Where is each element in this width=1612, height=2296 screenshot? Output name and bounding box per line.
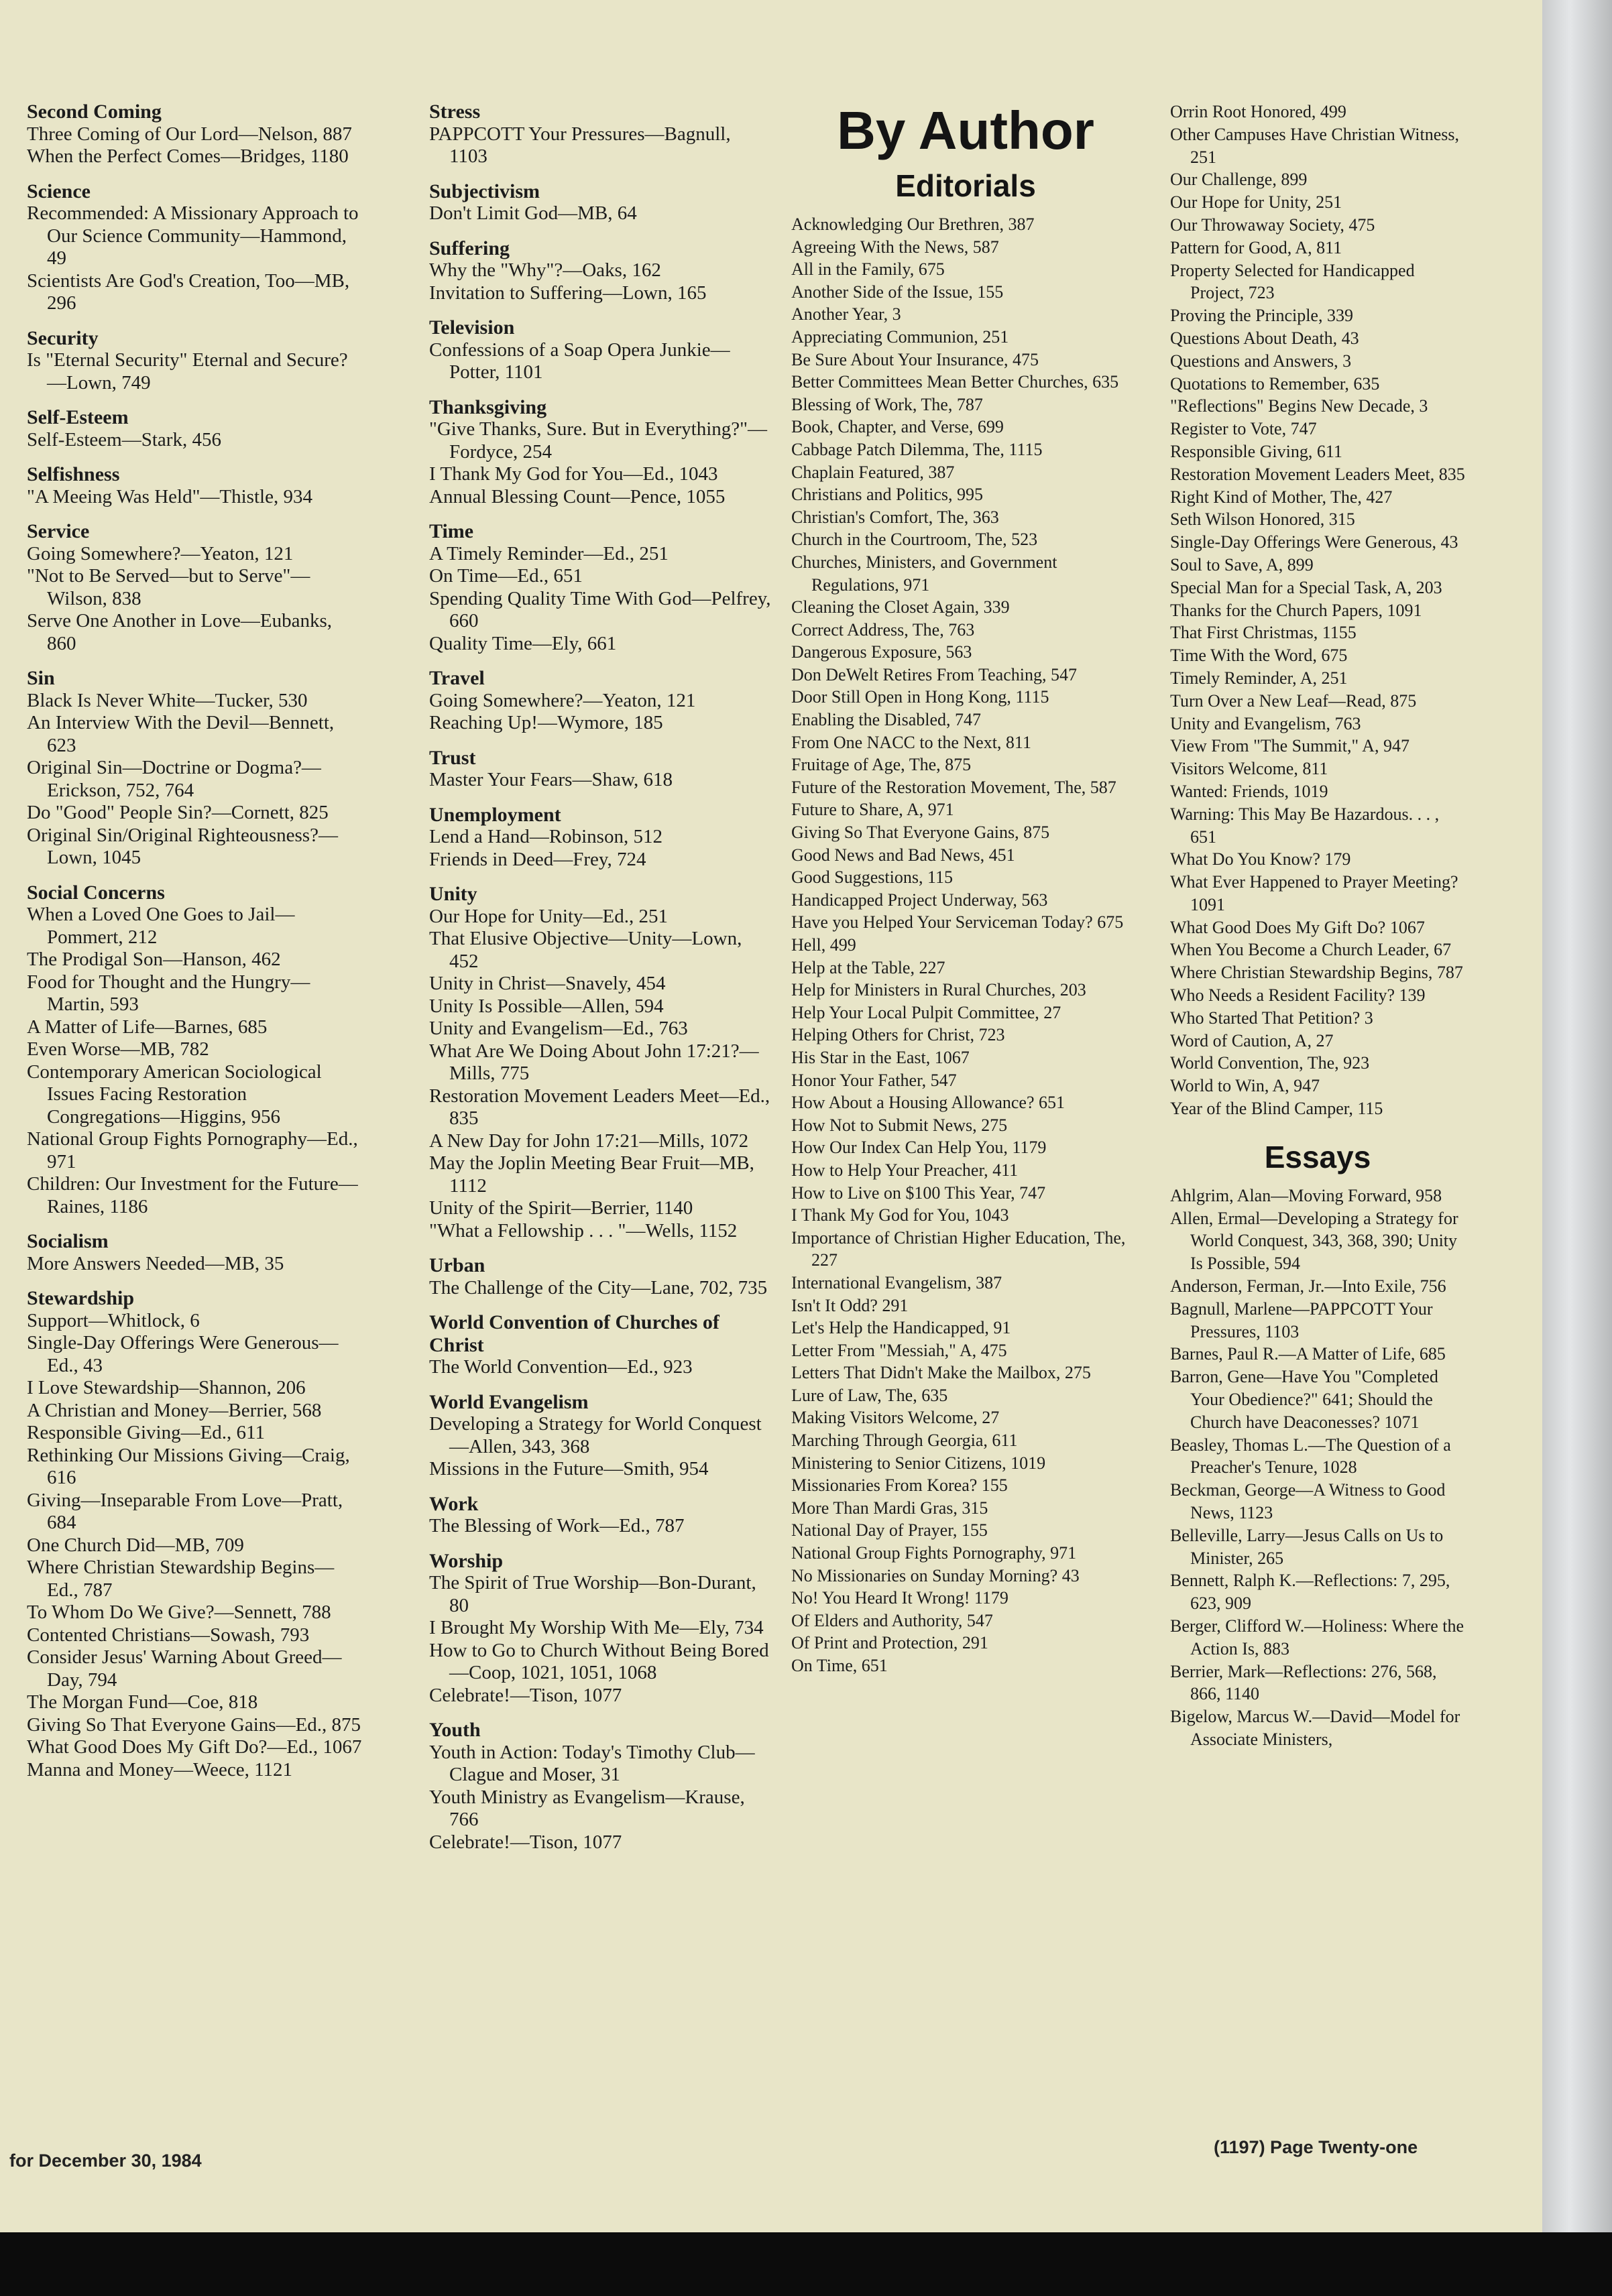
index-entry: Quotations to Remember, 635 [1170,373,1380,394]
index-entry: A New Day for John 17:21—Mills, 1072 [429,1130,749,1152]
scan-background [0,2232,1612,2296]
index-entry: When a Loved One Goes to Jail—Pommert, 212 [27,904,295,948]
index-entry: Single-Day Offerings Were Generous—Ed., 43 [27,1332,339,1376]
subject-heading: Suffering [429,237,510,259]
editorials-list-1 [791,213,1140,1677]
index-entry: Who Started That Petition? 3 [1170,1008,1373,1028]
index-entry: How to Help Your Preacher, 411 [791,1160,1019,1180]
index-entry: A Timely Reminder—Ed., 251 [429,542,669,564]
index-entry: The Blessing of Work—Ed., 787 [429,1515,685,1536]
index-entry: I Love Stewardship—Shannon, 206 [27,1377,306,1398]
index-entry: Right Kind of Mother, The, 427 [1170,487,1393,507]
index-entry: Of Print and Protection, 291 [791,1633,988,1653]
index-entry: National Group Fights Pornography—Ed., 971 [27,1128,358,1172]
index-entry: Quality Time—Ely, 661 [429,632,617,654]
index-entry: Contemporary American Sociological Issues Facing Restoration Congregations—Higgins, 956 [27,1061,322,1128]
index-entry: How to Go to Church Without Being Bored—Coop, 1021, 1051, 1068 [429,1639,769,1683]
index-entry: Self-Esteem—Stark, 456 [27,428,221,450]
index-entry: Giving So That Everyone Gains, 875 [791,823,1050,843]
index-entry: Recommended: A Missionary Approach to Our Science Community—Hammond, 49 [27,202,359,269]
index-entry: Orrin Root Honored, 499 [1170,102,1346,121]
index-entry: National Day of Prayer, 155 [791,1520,988,1540]
index-entry: Honor Your Father, 547 [791,1070,957,1090]
index-entry: Berger, Clifford W.—Holiness: Where the Action Is, 883 [1170,1616,1464,1658]
index-entry: Blessing of Work, The, 787 [791,394,983,414]
index-entry: Anderson, Ferman, Jr.—Into Exile, 756 [1170,1276,1446,1296]
index-entry: What Good Does My Gift Do?—Ed., 1067 [27,1736,362,1758]
index-entry: When the Perfect Comes—Bridges, 1180 [27,145,349,167]
index-entry: Visitors Welcome, 811 [1170,759,1328,779]
index-entry: PAPPCOTT Your Pressures—Bagnull, 1103 [429,123,731,167]
index-entry: Developing a Strategy for World Conquest—Allen, 343, 368 [429,1413,762,1457]
index-entry: Help for Ministers in Rural Churches, 203 [791,980,1086,1000]
index-entry: Berrier, Mark—Reflections: 276, 568, 866, 1140 [1170,1661,1437,1704]
index-entry: Marching Through Georgia, 611 [791,1431,1018,1451]
index-entry: Churches, Ministers, and Government Regulations, 971 [791,552,1057,595]
index-entry: Three Coming of Our Lord—Nelson, 887 [27,123,352,145]
index-entry: Our Hope for Unity—Ed., 251 [429,905,669,927]
index-entry: What Good Does My Gift Do? 1067 [1170,917,1425,937]
index-entry: I Brought My Worship With Me—Ely, 734 [429,1617,764,1638]
index-entry: Christians and Politics, 995 [791,485,983,505]
subject-heading: Unemployment [429,803,561,826]
index-entry: Barnes, Paul R.—A Matter of Life, 685 [1170,1344,1446,1364]
index-entry: Seth Wilson Honored, 315 [1170,509,1355,530]
index-entry: Cleaning the Closet Again, 339 [791,597,1010,617]
index-entry: Bigelow, Marcus W.—David—Model for Associate Ministers, [1170,1707,1460,1749]
index-entry: Responsible Giving, 611 [1170,441,1342,461]
index-entry: Turn Over a New Leaf—Read, 875 [1170,690,1417,711]
subject-heading: Social Concerns [27,881,165,904]
index-entry: Rethinking Our Missions Giving—Craig, 616 [27,1444,350,1488]
index-entry: Invitation to Suffering—Lown, 165 [429,282,707,304]
index-entry: Lure of Law, The, 635 [791,1385,948,1405]
index-entry: World Convention, The, 923 [1170,1053,1370,1073]
editorials-list-2 [1170,101,1465,1120]
index-entry: Agreeing With the News, 587 [791,237,999,257]
subject-heading: Thanksgiving [429,396,547,418]
index-entry: Time With the Word, 675 [1170,646,1348,666]
subject-heading: Stress [429,101,481,123]
index-entry: Fruitage of Age, The, 875 [791,755,972,775]
index-entry: Youth in Action: Today's Timothy Club—Clague and Moser, 31 [429,1741,755,1785]
index-entry: Consider Jesus' Warning About Greed—Day, 794 [27,1646,342,1691]
index-entry: Beckman, George—A Witness to Good News, 1123 [1170,1480,1446,1523]
index-entry: How About a Housing Allowance? 651 [791,1093,1066,1113]
index-entry: Door Still Open in Hong Kong, 1115 [791,687,1049,707]
index-entry: Property Selected for Handicapped Project, 723 [1170,260,1415,303]
index-entry: Be Sure About Your Insurance, 475 [791,349,1039,369]
subject-heading: Science [27,180,91,202]
subject-heading: Unity [429,883,477,905]
index-entry: Unity and Evangelism—Ed., 763 [429,1018,688,1039]
index-entry: A Christian and Money—Berrier, 568 [27,1399,322,1421]
index-entry: On Time, 651 [791,1656,888,1675]
index-entry: The Morgan Fund—Coe, 818 [27,1691,258,1713]
subject-heading: Sin [27,667,55,689]
index-entry: Spending Quality Time With God—Pelfrey, 660 [429,587,771,631]
index-entry: Manna and Money—Weece, 1121 [27,1758,293,1780]
index-entry: Is "Eternal Security" Eternal and Secure?—Lown, 749 [27,349,348,394]
index-entry: One Church Did—MB, 709 [27,1534,244,1556]
index-entry: Questions and Answers, 3 [1170,351,1352,371]
index-entry: To Whom Do We Give?—Sennett, 788 [27,1602,331,1623]
index-entry: Hell, 499 [791,935,856,955]
index-entry: Help Your Local Pulpit Committee, 27 [791,1002,1061,1022]
index-entry: Enabling the Disabled, 747 [791,710,982,730]
index-entry: Do "Good" People Sin?—Cornett, 825 [27,802,329,823]
index-entry: An Interview With the Devil—Bennett, 623 [27,712,335,756]
index-entry: Year of the Blind Camper, 115 [1170,1099,1383,1119]
index-entry: Responsible Giving—Ed., 611 [27,1422,265,1443]
index-entry: Warning: This May Be Hazardous. . . , 651 [1170,804,1440,847]
author-column-1 [791,101,1140,1677]
subject-heading: Subjectivism [429,180,540,202]
index-entry: Original Sin/Original Righteousness?—Lown, 1045 [27,824,338,868]
index-entry: Cabbage Patch Dilemma, The, 1115 [791,439,1043,459]
index-entry: Isn't It Odd? 291 [791,1295,909,1315]
index-entry: Missions in the Future—Smith, 954 [429,1458,709,1479]
index-entry: Let's Help the Handicapped, 91 [791,1318,1011,1338]
index-entry: Register to Vote, 747 [1170,419,1317,439]
subject-heading: Selfishness [27,463,120,485]
index-entry: Original Sin—Doctrine or Dogma?—Erickson, 752, 764 [27,757,321,801]
index-entry: How Our Index Can Help You, 1179 [791,1138,1047,1158]
index-entry: May the Joplin Meeting Bear Fruit—MB, 1112 [429,1152,754,1197]
subject-heading: Second Coming [27,101,162,123]
subject-heading: Travel [429,667,485,689]
index-entry: Restoration Movement Leaders Meet, 835 [1170,464,1465,484]
index-entry: Food for Thought and the Hungry—Martin, 593 [27,971,310,1015]
subject-heading: Self-Esteem [27,406,129,428]
index-entry: Christian's Comfort, The, 363 [791,507,999,527]
index-entry: His Star in the East, 1067 [791,1047,970,1067]
index-entry: Support—Whitlock, 6 [27,1309,200,1331]
subject-heading: World Convention of Churches of Christ [429,1311,719,1356]
footer-date: for December 30, 1984 [9,2151,202,2171]
index-entry: What Are We Doing About John 17:21?—Mills, 775 [429,1040,759,1084]
index-entry: Celebrate!—Tison, 1077 [429,1831,622,1853]
index-entry: That First Christmas, 1155 [1170,623,1357,643]
index-entry: Have you Helped Your Serviceman Today? 675 [791,912,1124,932]
index-entry: "What a Fellowship . . . "—Wells, 1152 [429,1219,738,1242]
subject-column-2 [429,101,771,1854]
index-entry: Barron, Gene—Have You "Completed Your Obedience?" 641; Should the Church have Deaconesses? 1071 [1170,1367,1438,1432]
index-entry: Dangerous Exposure, 563 [791,642,972,662]
subject-heading: Television [429,316,515,339]
index-entry: The Challenge of the City—Lane, 702, 735 [429,1276,768,1298]
index-entry: The Spirit of True Worship—Bon-Durant, 80 [429,1572,756,1616]
index-entry: Helping Others for Christ, 723 [791,1025,1005,1045]
subject-heading: Youth [429,1719,481,1741]
subject-column-1 [27,101,362,1781]
index-entry: All in the Family, 675 [791,259,945,280]
index-entry: Don't Limit God—MB, 64 [429,202,637,224]
index-entry: The Prodigal Son—Hanson, 462 [27,949,281,970]
by-author-heading: By Author [837,101,1094,160]
index-entry: Scientists Are God's Creation, Too—MB, 296 [27,269,350,314]
index-entry: Letter From "Messiah," A, 475 [791,1340,1007,1360]
index-entry: Future to Share, A, 971 [791,800,954,820]
index-entry: What Ever Happened to Prayer Meeting? 1091 [1170,872,1458,914]
index-entry: Giving So That Everyone Gains—Ed., 875 [27,1713,361,1736]
index-entry: Going Somewhere?—Yeaton, 121 [27,542,294,564]
index-entry: World to Win, A, 947 [1170,1076,1320,1096]
index-entry: Our Challenge, 899 [1170,170,1308,190]
index-entry: Confessions of a Soap Opera Junkie—Potter, 1101 [429,339,730,383]
index-entry: Future of the Restoration Movement, The, 587 [791,777,1116,797]
index-entry: Ahlgrim, Alan—Moving Forward, 958 [1170,1185,1442,1205]
subject-heading: Time [429,520,474,542]
index-entry: Missionaries From Korea? 155 [791,1475,1008,1496]
index-entry: Other Campuses Have Christian Witness, 251 [1170,124,1460,167]
index-entry: "A Meeing Was Held"—Thistle, 934 [27,485,312,507]
index-entry: Letters That Didn't Make the Mailbox, 275 [791,1363,1091,1383]
index-entry: Lend a Hand—Robinson, 512 [429,826,663,847]
index-entry: Black Is Never White—Tucker, 530 [27,689,308,711]
index-entry: Going Somewhere?—Yeaton, 121 [429,689,696,711]
subject-heading: Work [429,1492,479,1515]
index-entry: Ministering to Senior Citizens, 1019 [791,1453,1046,1473]
index-entry: I Thank My God for You—Ed., 1043 [429,463,718,485]
index-entry: Soul to Save, A, 899 [1170,554,1314,575]
index-entry: More Than Mardi Gras, 315 [791,1498,988,1518]
index-entry: Single-Day Offerings Were Generous, 43 [1170,532,1458,552]
index-entry: "Not to Be Served—but to Serve"—Wilson, 838 [27,565,310,609]
index-entry: Church in the Courtroom, The, 523 [791,530,1038,550]
essays-heading: Essays [1264,1139,1371,1174]
index-entry: Youth Ministry as Evangelism—Krause, 766 [429,1786,745,1830]
index-entry: Unity Is Possible—Allen, 594 [429,995,664,1017]
index-entry: The World Convention—Ed., 923 [429,1356,693,1378]
index-entry: Giving—Inseparable From Love—Pratt, 684 [27,1489,343,1533]
index-entry: Friends in Deed—Frey, 724 [429,848,646,870]
index-entry: Wanted: Friends, 1019 [1170,781,1328,801]
essays-list [1170,1185,1465,1751]
index-entry: Of Elders and Authority, 547 [791,1610,993,1630]
index-entry: Where Christian Stewardship Begins—Ed., 787 [27,1557,335,1601]
index-entry: Better Committees Mean Better Churches, 635 [791,372,1119,392]
index-entry: Timely Reminder, A, 251 [1170,668,1348,688]
index-entry: Correct Address, The, 763 [791,619,975,640]
index-entry: "Reflections" Begins New Decade, 3 [1170,396,1428,416]
editorials-heading: Editorials [895,168,1036,203]
index-entry: A Matter of Life—Barnes, 685 [27,1016,268,1038]
index-entry: When You Become a Church Leader, 67 [1170,940,1452,960]
index-entry: Even Worse—MB, 782 [27,1038,209,1060]
index-entry: Belleville, Larry—Jesus Calls on Us to Minister, 265 [1170,1525,1444,1568]
author-column-2 [1170,101,1465,1751]
index-entry: Good Suggestions, 115 [791,867,953,888]
index-entry: What Do You Know? 179 [1170,849,1351,869]
index-entry: Handicapped Project Underway, 563 [791,890,1048,910]
index-entry: Beasley, Thomas L.—The Question of a Preacher's Tenure, 1028 [1170,1435,1451,1477]
index-entry: Another Year, 3 [791,304,901,324]
index-entry: Appreciating Communion, 251 [791,326,1009,347]
subject-heading: Service [27,520,90,542]
index-entry: That Elusive Objective—Unity—Lown, 452 [429,928,742,972]
index-entry: Our Throwaway Society, 475 [1170,215,1375,235]
subject-heading: Security [27,326,99,349]
index-entry: I Thank My God for You, 1043 [791,1205,1009,1225]
index-entry: Bagnull, Marlene—PAPPCOTT Your Pressures, 1103 [1170,1298,1433,1341]
index-entry: Unity in Christ—Snavely, 454 [429,973,666,994]
index-entry: On Time—Ed., 651 [429,565,583,587]
index-entry: Chaplain Featured, 387 [791,462,955,482]
index-entry: From One NACC to the Next, 811 [791,732,1031,752]
index-entry: No! You Heard It Wrong! 1179 [791,1588,1009,1608]
index-entry: Restoration Movement Leaders Meet—Ed., 835 [429,1085,770,1129]
index-entry: Unity of the Spirit—Berrier, 1140 [429,1197,693,1219]
index-entry: How to Live on $100 This Year, 747 [791,1183,1046,1203]
index-entry: Reaching Up!—Wymore, 185 [429,712,663,733]
index-entry: International Evangelism, 387 [791,1272,1002,1292]
footer-page-number: (1197) Page Twenty-one [1214,2137,1418,2157]
index-entry: Acknowledging Our Brethren, 387 [791,215,1035,234]
index-entry: More Answers Needed—MB, 35 [27,1252,284,1274]
subject-heading: Trust [429,746,476,769]
index-entry: Celebrate!—Tison, 1077 [429,1684,622,1706]
index-entry: Children: Our Investment for the Future—Raines, 1186 [27,1173,358,1217]
subject-heading: Worship [429,1549,504,1572]
index-entry: View From "The Summit," A, 947 [1170,736,1409,756]
index-entry: Thanks for the Church Papers, 1091 [1170,600,1422,620]
index-entry: Importance of Christian Higher Education, The, 227 [791,1227,1126,1270]
index-entry: Don DeWelt Retires From Teaching, 547 [791,664,1077,684]
index-entry: Bennett, Ralph K.—Reflections: 7, 295, 623, 909 [1170,1571,1450,1614]
subject-heading: Urban [429,1254,485,1276]
index-entry: Making Visitors Welcome, 27 [791,1408,1000,1428]
index-entry: Serve One Another in Love—Eubanks, 860 [27,610,333,654]
index-entry: Help at the Table, 227 [791,957,945,977]
index-entry: National Group Fights Pornography, 971 [791,1543,1077,1563]
index-entry: Allen, Ermal—Developing a Strategy for World Conquest, 343, 368, 390; Unity Is Possible, 594 [1170,1208,1458,1274]
index-entry: Proving the Principle, 339 [1170,306,1353,326]
index-entry: Where Christian Stewardship Begins, 787 [1170,963,1463,983]
index-entry: Word of Caution, A, 27 [1170,1030,1334,1050]
index-entry: Book, Chapter, and Verse, 699 [791,417,1004,437]
index-entry: "Give Thanks, Sure. But in Everything?"—Fordyce, 254 [429,418,767,463]
index-entry: Questions About Death, 43 [1170,328,1359,348]
index-entry: Another Side of the Issue, 155 [791,282,1004,302]
index-entry: Why the "Why"?—Oaks, 162 [429,259,661,281]
index-entry: Good News and Bad News, 451 [791,845,1015,865]
index-entry: No Missionaries on Sunday Morning? 43 [791,1565,1080,1585]
index-entry: How Not to Submit News, 275 [791,1115,1008,1135]
index-entry: Annual Blessing Count—Pence, 1055 [429,485,726,507]
subject-heading: World Evangelism [429,1390,589,1413]
index-entry: Who Needs a Resident Facility? 139 [1170,985,1426,1006]
subject-heading: Stewardship [27,1287,135,1309]
subject-heading: Socialism [27,1230,109,1252]
index-entry: Contented Christians—Sowash, 793 [27,1624,310,1646]
index-entry: Pattern for Good, A, 811 [1170,237,1342,257]
index-entry: Unity and Evangelism, 763 [1170,713,1361,733]
index-entry: Our Hope for Unity, 251 [1170,192,1342,213]
adjacent-page-edge [1542,0,1612,2296]
index-entry: Special Man for a Special Task, A, 203 [1170,577,1442,597]
index-entry: Master Your Fears—Shaw, 618 [429,769,673,790]
